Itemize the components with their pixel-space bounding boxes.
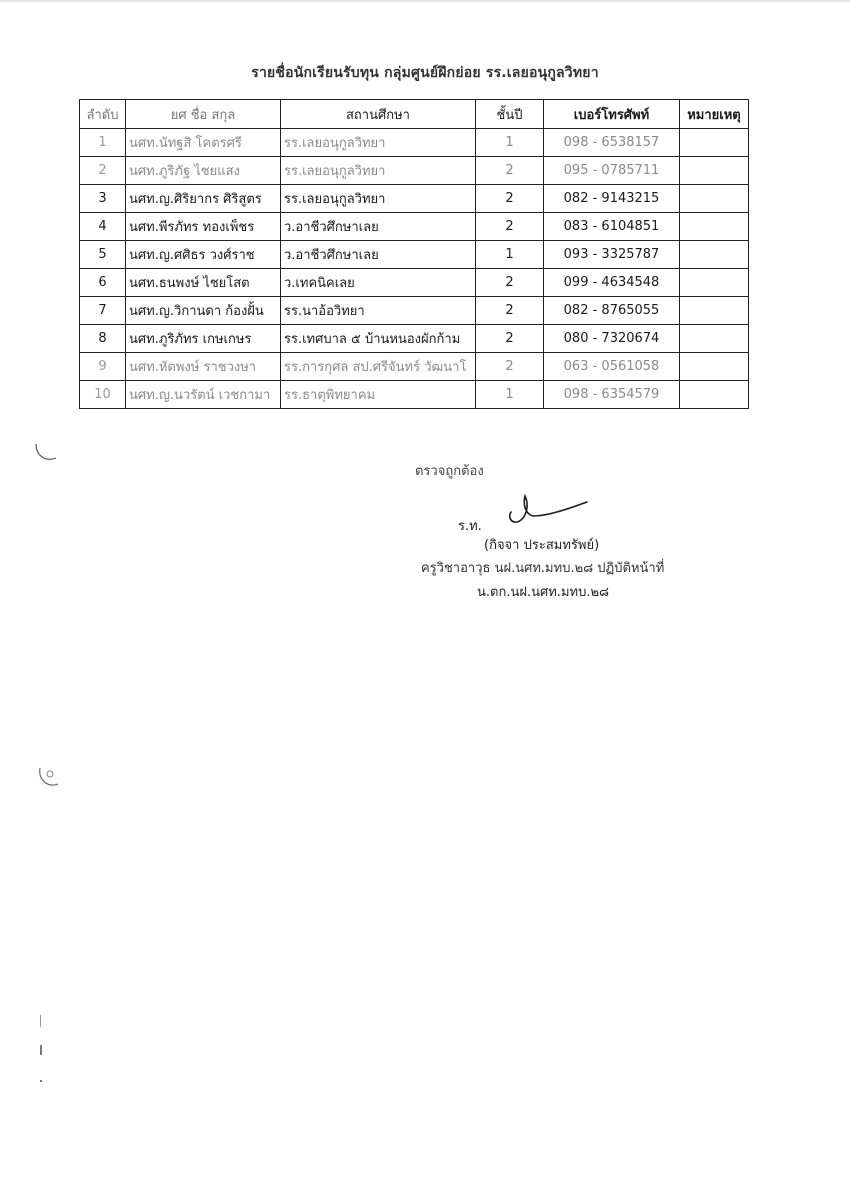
cell-no: 5 — [80, 241, 126, 269]
table-row — [80, 353, 749, 381]
cell-phone: 095 - 0785711 — [544, 157, 680, 185]
cell-phone: 082 - 8765055 — [544, 297, 680, 325]
table-row — [80, 325, 749, 353]
cell-no: 1 — [80, 129, 126, 157]
cell-school: รร.เลยอนุกูลวิทยา — [281, 157, 476, 185]
table-row — [80, 185, 749, 213]
handwritten-signature — [503, 490, 593, 530]
cell-school: รร.นาอ้อวิทยา — [281, 297, 476, 325]
cell-school: รร.การกุศล สป.ศรีจันทร์ วัฒนาโ — [281, 353, 476, 381]
header-name: ยศ ชื่อ สกุล — [126, 100, 281, 129]
cell-no: 3 — [80, 185, 126, 213]
document-title: รายชื่อนักเรียนรับทุน กลุ่มศูนย์ฝึกย่อย รร.เลยอนุกูลวิทยา — [251, 65, 599, 81]
cell-name: นศท.ญ.ศศิธร วงศ์ราช — [126, 241, 281, 269]
cell-year: 2 — [476, 297, 544, 325]
cell-school: รร.ธาตุพิทยาคม — [281, 381, 476, 409]
cell-year: 1 — [476, 241, 544, 269]
cell-year: 1 — [476, 129, 544, 157]
cell-note — [680, 129, 749, 157]
table-row — [80, 269, 749, 297]
cell-note — [680, 157, 749, 185]
signer-rank: ร.ท. — [458, 519, 482, 534]
table-row — [80, 241, 749, 269]
cell-phone: 063 - 0561058 — [544, 353, 680, 381]
cell-no: 7 — [80, 297, 126, 325]
cell-year: 2 — [476, 185, 544, 213]
table-row — [80, 129, 749, 157]
student-table — [79, 99, 749, 409]
cell-name: นศท.หัตพงษ์ ราชวงษา — [126, 353, 281, 381]
punch-hole-mark — [32, 440, 62, 464]
verified-note: ตรวจถูกต้อง — [415, 464, 484, 479]
cell-name: นศท.ภูริภัทร เกษเกษร — [126, 325, 281, 353]
cell-no: 6 — [80, 269, 126, 297]
cell-no: 10 — [80, 381, 126, 409]
cell-name: นศท.ญ.ศิริยากร ศิริสูตร — [126, 185, 281, 213]
signer-name: (กิจจา ประสมทรัพย์) — [484, 538, 600, 553]
cell-year: 2 — [476, 325, 544, 353]
table-row — [80, 157, 749, 185]
cell-school: ว.อาชีวศึกษาเลย — [281, 213, 476, 241]
cell-year: 2 — [476, 353, 544, 381]
cell-note — [680, 297, 749, 325]
cell-note — [680, 185, 749, 213]
cell-phone: 099 - 4634548 — [544, 269, 680, 297]
cell-school: รร.เลยอนุกูลวิทยา — [281, 129, 476, 157]
cell-note — [680, 325, 749, 353]
cell-note — [680, 241, 749, 269]
header-no: ลำดับ — [80, 100, 126, 129]
cell-phone: 083 - 6104851 — [544, 213, 680, 241]
table-row — [80, 297, 749, 325]
cell-note — [680, 353, 749, 381]
cell-name: นศท.พีรภัทร ทองเพ็ชร — [126, 213, 281, 241]
cell-school: ว.เทคนิคเลย — [281, 269, 476, 297]
cell-no: 2 — [80, 157, 126, 185]
signer-position: ครูวิชาอาวุธ นฝ.นศท.มทบ.๒๘ ปฏิบัติหน้าที่ — [421, 561, 665, 576]
header-year: ชั้นปี — [476, 100, 544, 129]
header-phone: เบอร์โทรศัพท์ — [544, 100, 680, 129]
cell-name: นศท.ธนพงษ์ ไชยโสต — [126, 269, 281, 297]
scan-speck — [40, 1015, 41, 1027]
cell-year: 1 — [476, 381, 544, 409]
cell-year: 2 — [476, 213, 544, 241]
cell-note — [680, 381, 749, 409]
table-row — [80, 381, 749, 409]
scan-speck — [40, 1045, 42, 1055]
header-note: หมายเหตุ — [680, 100, 749, 129]
cell-phone: 080 - 7320674 — [544, 325, 680, 353]
punch-hole-mark — [34, 762, 64, 792]
header-school: สถานศึกษา — [281, 100, 476, 129]
scan-speck — [40, 1080, 42, 1082]
cell-phone: 098 - 6354579 — [544, 381, 680, 409]
cell-name: นศท.ภูริภัฐ ไชยแสง — [126, 157, 281, 185]
cell-name: นศท.นัทฐสิ โคตรศรี — [126, 129, 281, 157]
cell-school: รร.เลยอนุกูลวิทยา — [281, 185, 476, 213]
cell-phone: 093 - 3325787 — [544, 241, 680, 269]
cell-phone: 098 - 6538157 — [544, 129, 680, 157]
cell-note — [680, 213, 749, 241]
table-header-row — [80, 100, 749, 129]
cell-school: ว.อาชีวศึกษาเลย — [281, 241, 476, 269]
cell-no: 4 — [80, 213, 126, 241]
cell-school: รร.เทศบาล ๕ บ้านหนองผักก้าม — [281, 325, 476, 353]
cell-note — [680, 269, 749, 297]
cell-phone: 082 - 9143215 — [544, 185, 680, 213]
cell-no: 8 — [80, 325, 126, 353]
signer-acting-position: น.ตก.นฝ.นศท.มทบ.๒๘ — [477, 585, 610, 600]
cell-name: นศท.ญ.นวรัตน์ เวชกามา — [126, 381, 281, 409]
cell-year: 2 — [476, 269, 544, 297]
cell-no: 9 — [80, 353, 126, 381]
cell-name: นศท.ญ.วิกานดา ก้องฝั้น — [126, 297, 281, 325]
table-row — [80, 213, 749, 241]
scan-edge — [0, 0, 850, 3]
cell-year: 2 — [476, 157, 544, 185]
